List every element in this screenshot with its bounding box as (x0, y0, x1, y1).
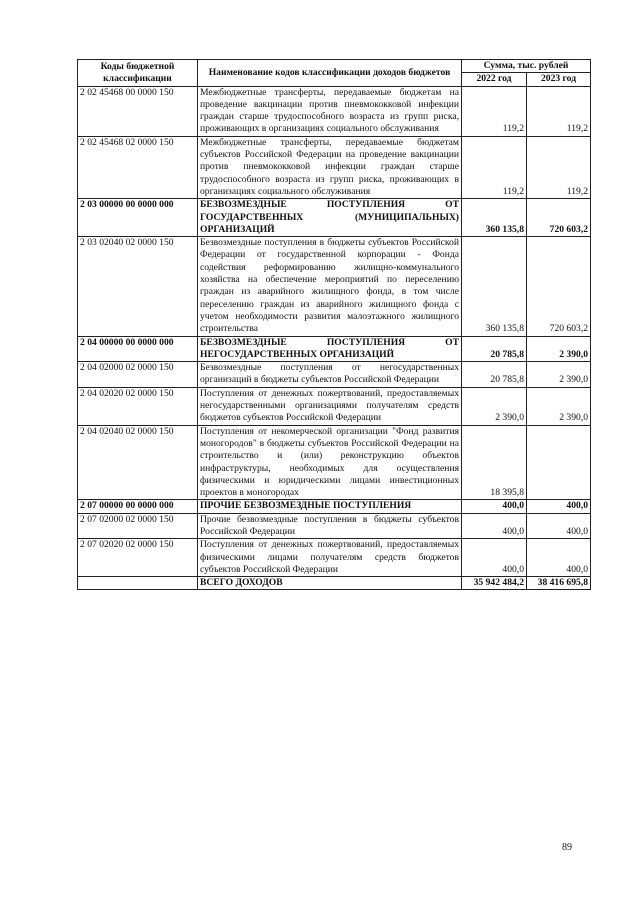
table-row (78, 86, 591, 136)
row-name: Поступления от денежных пожертвований, предоставляемых негосударственными организациями получателям средств бюджетов субъектов Российской Федерации (198, 387, 462, 425)
row-code: 2 03 02040 02 0000 150 (78, 237, 198, 336)
row-name: Поступления от денежных пожертвований, предоставляемых физическими лицами получателям средств бюджетов субъектов Российской Федерации (198, 539, 462, 577)
row-value-2022: 20 785,8 (462, 336, 527, 362)
row-code: 2 04 02040 02 0000 150 (78, 425, 198, 500)
row-value-2023: 400,0 (527, 513, 591, 539)
table-row (78, 539, 591, 577)
row-name: Безвозмездные поступления в бюджеты субъектов Российской Федерации от государственной корпорации - Фонда содействия реформированию жилищно-коммунального хозяйства на обеспечение мероприятий по переселению граждан из аварийного жилищного фонда, в том числе переселению граждан из аварийного жилищного фонда с учетом необходимости развития малоэтажного жилищного строительства (198, 237, 462, 336)
table-row (78, 500, 591, 513)
row-value-2023 (527, 425, 591, 500)
row-name: ВСЕГО ДОХОДОВ (198, 577, 462, 590)
row-name: ПРОЧИЕ БЕЗВОЗМЕЗДНЫЕ ПОСТУПЛЕНИЯ (198, 500, 462, 513)
row-code: 2 07 02020 02 0000 150 (78, 539, 198, 577)
row-value-2022: 119,2 (462, 86, 527, 136)
row-value-2023: 400,0 (527, 500, 591, 513)
row-value-2022: 20 785,8 (462, 362, 527, 388)
row-value-2023: 38 416 695,8 (527, 577, 591, 590)
row-name: Прочие безвозмездные поступления в бюджеты субъектов Российской Федерации (198, 513, 462, 539)
header-sum: Сумма, тыс. рублей (462, 60, 591, 73)
row-value-2023: 400,0 (527, 539, 591, 577)
row-name: БЕЗВОЗМЕЗДНЫЕ ПОСТУПЛЕНИЯ ОТ ГОСУДАРСТВЕННЫХ (МУНИЦИПАЛЬНЫХ) ОРГАНИЗАЦИЙ (198, 199, 462, 237)
header-2022: 2022 год (462, 73, 527, 86)
row-name: Межбюджетные трансферты, передаваемые бюджетам на проведение вакцинации против пневмококковой инфекции граждан старше трудоспособного возраста из групп риска, проживающих в организациях социального обслуживания (198, 86, 462, 136)
table-row (78, 237, 591, 336)
row-value-2023: 119,2 (527, 136, 591, 198)
table-row (78, 199, 591, 237)
row-value-2022: 18 395,8 (462, 425, 527, 500)
row-value-2022: 35 942 484,2 (462, 577, 527, 590)
revenue-table (77, 59, 591, 590)
row-value-2022: 119,2 (462, 136, 527, 198)
table-row (78, 425, 591, 500)
row-code: 2 02 45468 02 0000 150 (78, 136, 198, 198)
row-code: 2 02 45468 00 0000 150 (78, 86, 198, 136)
row-value-2023: 2 390,0 (527, 387, 591, 425)
row-value-2022: 400,0 (462, 513, 527, 539)
page-number: 89 (562, 842, 572, 853)
row-code: 2 07 00000 00 0000 000 (78, 500, 198, 513)
row-value-2023: 2 390,0 (527, 362, 591, 388)
table-row (78, 336, 591, 362)
table-row (78, 513, 591, 539)
row-value-2022: 400,0 (462, 500, 527, 513)
row-value-2022: 400,0 (462, 539, 527, 577)
header-name: Наименование кодов классификации доходов бюджетов (198, 60, 462, 87)
row-name: Поступления от некомерческой организации "Фонд развития моногородов" в бюджеты субъектов Российской Федерации на строительство и (или) реконструкцию объектов инфраструктуры, необходимых для осуществления физическими и юридическими лицами инвестиционных проектов в моногородах (198, 425, 462, 500)
row-name: Межбюджетные трансферты, передаваемые бюджетам субъектов Российской Федерации на проведение вакцинации против пневмококковой инфекции граждан старше трудоспособного возраста из групп риска, проживающих в организациях социального обслуживания (198, 136, 462, 198)
row-name: БЕЗВОЗМЕЗДНЫЕ ПОСТУПЛЕНИЯ ОТ НЕГОСУДАРСТВЕННЫХ ОРГАНИЗАЦИЙ (198, 336, 462, 362)
row-code: 2 03 00000 00 0000 000 (78, 199, 198, 237)
row-value-2022: 360 135,8 (462, 199, 527, 237)
row-name: Безвозмездные поступления от негосударственных организаций в бюджеты субъектов Российской Федерации (198, 362, 462, 388)
row-value-2022: 2 390,0 (462, 387, 527, 425)
header-2023: 2023 год (527, 73, 591, 86)
row-code: 2 04 02000 02 0000 150 (78, 362, 198, 388)
row-value-2023: 2 390,0 (527, 336, 591, 362)
table-row (78, 362, 591, 388)
table-row (78, 136, 591, 198)
table-row (78, 577, 591, 590)
document-page (77, 59, 590, 590)
row-value-2023: 720 603,2 (527, 199, 591, 237)
row-code: 2 07 02000 02 0000 150 (78, 513, 198, 539)
row-code: 2 04 00000 00 0000 000 (78, 336, 198, 362)
header-code: Коды бюджетной классификации (78, 60, 198, 87)
row-value-2023: 720 603,2 (527, 237, 591, 336)
row-value-2022: 360 135,8 (462, 237, 527, 336)
row-code: 2 04 02020 02 0000 150 (78, 387, 198, 425)
table-row (78, 387, 591, 425)
row-value-2023: 119,2 (527, 86, 591, 136)
table-body (78, 86, 591, 590)
row-code (78, 577, 198, 590)
